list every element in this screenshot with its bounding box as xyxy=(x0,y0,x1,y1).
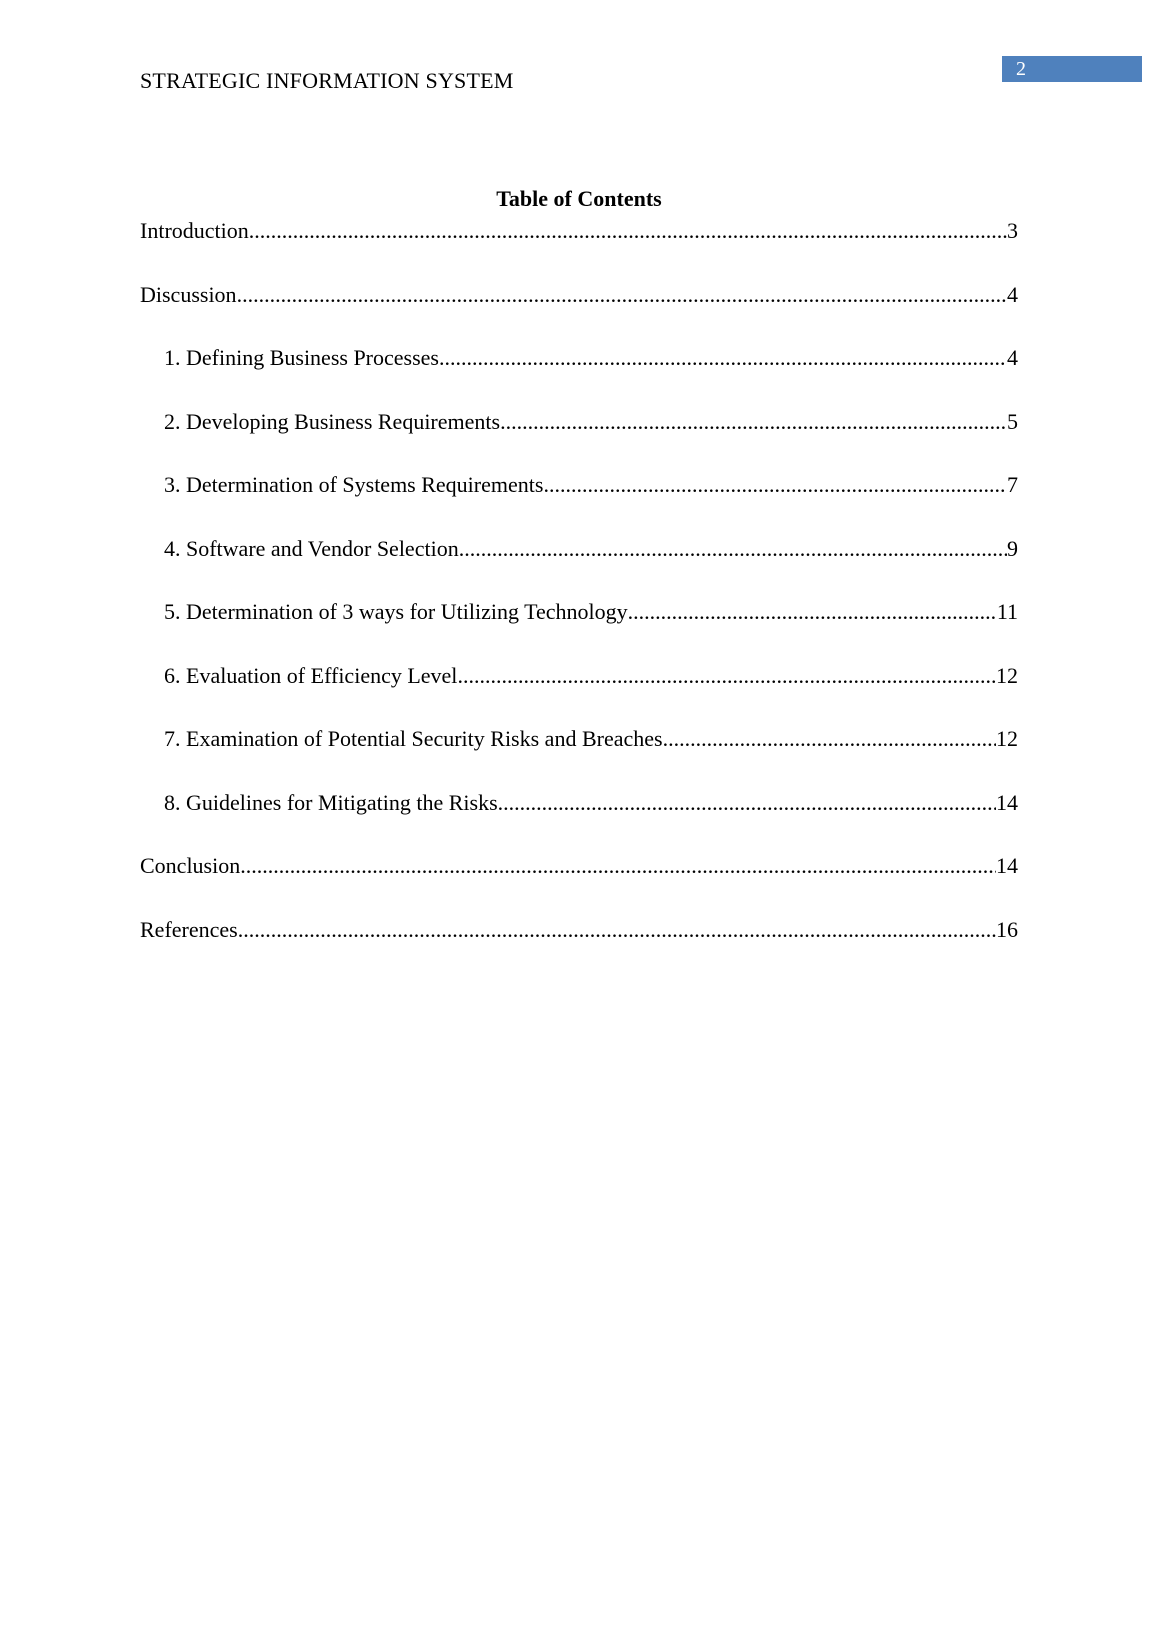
toc-leader-dots xyxy=(238,915,996,945)
toc-entry-page: 5 xyxy=(1007,408,1018,434)
toc-entry-references[interactable] xyxy=(140,915,1018,979)
toc-leader-dots xyxy=(439,343,1007,373)
toc-leader-dots xyxy=(543,470,1007,500)
toc-leader-dots xyxy=(459,534,1007,564)
table-of-contents xyxy=(140,216,1018,978)
toc-leader-dots xyxy=(249,216,1007,246)
toc-entry-label: 8. Guidelines for Mitigating the Risks xyxy=(164,789,498,815)
toc-title: Table of Contents xyxy=(496,186,662,211)
toc-entry-page: 9 xyxy=(1007,535,1018,561)
toc-entry-label: 5. Determination of 3 ways for Utilizing Technology xyxy=(164,599,628,624)
toc-entry-mitigating-risks[interactable] xyxy=(140,788,1018,852)
toc-entry-page: 3 xyxy=(1007,218,1018,243)
toc-entry-page: 7 xyxy=(1007,472,1018,497)
toc-leader-dots xyxy=(663,724,996,754)
toc-entry-page: 14 xyxy=(996,853,1018,878)
toc-entry-label: 6. Evaluation of Efficiency Level xyxy=(164,662,458,688)
toc-entry-discussion[interactable] xyxy=(140,280,1018,344)
toc-entry-page: 12 xyxy=(996,726,1018,751)
toc-entry-introduction[interactable] xyxy=(140,216,1018,280)
toc-entry-label: 4. Software and Vendor Selection xyxy=(164,535,459,561)
running-head-title: STRATEGIC INFORMATION SYSTEM xyxy=(140,68,514,93)
toc-entry-page: 4 xyxy=(1007,281,1018,307)
toc-entry-security-risks[interactable] xyxy=(140,724,1018,788)
toc-entry-page: 4 xyxy=(1007,345,1018,370)
page-number-badge: 2 xyxy=(1002,56,1142,82)
toc-entry-label: 3. Determination of Systems Requirements xyxy=(164,472,544,497)
toc-entry-label: 7. Examination of Potential Security Risks and Breaches xyxy=(164,726,663,751)
toc-entry-label: Introduction xyxy=(140,218,249,243)
toc-entry-label: References xyxy=(140,916,238,942)
toc-leader-dots xyxy=(457,661,996,691)
toc-entry-conclusion[interactable] xyxy=(140,851,1018,915)
toc-entry-developing-business-requirements[interactable] xyxy=(140,407,1018,471)
toc-leader-dots xyxy=(237,280,1007,310)
toc-entry-systems-requirements[interactable] xyxy=(140,470,1018,534)
toc-entry-label: 2. Developing Business Requirements xyxy=(164,408,501,434)
toc-entry-page: 12 xyxy=(996,662,1018,688)
toc-entry-label: 1. Defining Business Processes xyxy=(164,345,439,370)
toc-entry-label: Conclusion xyxy=(140,853,241,878)
toc-leader-dots xyxy=(628,597,997,627)
toc-entry-page: 14 xyxy=(996,789,1018,815)
toc-entry-defining-business-processes[interactable] xyxy=(140,343,1018,407)
toc-entry-efficiency-level[interactable] xyxy=(140,661,1018,725)
toc-entry-software-vendor-selection[interactable] xyxy=(140,534,1018,598)
toc-entry-page: 16 xyxy=(996,916,1018,942)
toc-entry-utilizing-technology[interactable] xyxy=(140,597,1018,661)
toc-leader-dots xyxy=(240,851,996,881)
toc-leader-dots xyxy=(498,788,996,818)
toc-entry-page: 11 xyxy=(996,599,1018,624)
toc-entry-label: Discussion xyxy=(140,281,237,307)
toc-leader-dots xyxy=(500,407,1007,437)
